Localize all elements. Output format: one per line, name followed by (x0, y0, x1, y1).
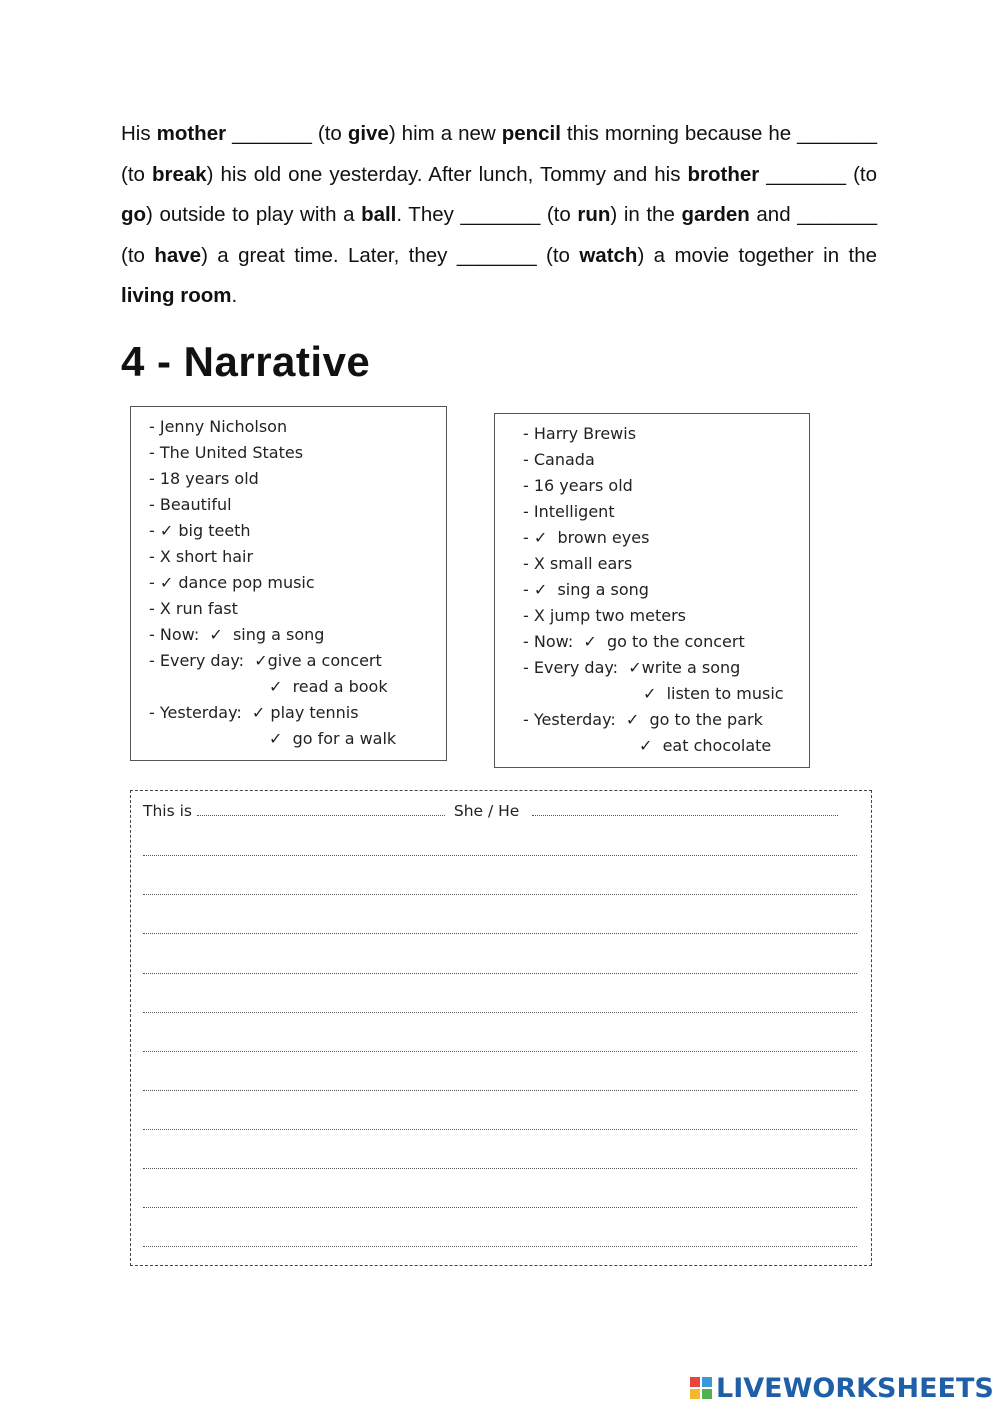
writing-area[interactable] (130, 790, 872, 1266)
card-line: - Harry Brewis (523, 424, 637, 443)
writing-line[interactable] (143, 855, 857, 856)
writing-line[interactable] (143, 1246, 857, 1247)
text: . They _______ (to (396, 203, 578, 227)
card-line: - Intelligent (523, 502, 615, 521)
writing-line[interactable] (143, 1012, 857, 1013)
bold-word: run (577, 203, 611, 227)
card-line: ✓ go for a walk (269, 729, 397, 748)
bold-word: go (121, 203, 147, 227)
she-he-label: She / He (453, 802, 520, 820)
card-line: - Every day: ✓write a song (523, 658, 741, 677)
logo-square (690, 1389, 700, 1399)
card-line: - X run fast (149, 599, 238, 618)
profile-card-jenny (130, 406, 447, 761)
text: ) outside to play with a (146, 203, 362, 227)
text: ) a great time. Later, they _______ (to (201, 243, 580, 267)
bold-word: give (347, 122, 389, 145)
card-line: ✓ eat chocolate (639, 736, 772, 755)
writing-first-line (143, 801, 838, 821)
card-line: ✓ listen to music (643, 684, 784, 703)
bold-word: pencil (501, 122, 561, 145)
bold-word: brother (687, 162, 760, 186)
card-line: - ✓ brown eyes (523, 528, 650, 547)
logo-icon (690, 1377, 712, 1399)
card-line: - Yesterday: ✓ go to the park (523, 710, 763, 729)
bold-word: garden (681, 203, 750, 227)
text: ) his old one yesterday. After lunch, Tommy and his (206, 162, 688, 186)
text: and _______ (to (121, 203, 877, 267)
fill-in-paragraph (121, 114, 877, 317)
card-line: - Now: ✓ sing a song (149, 625, 325, 644)
this-is-label: This is (143, 802, 192, 820)
card-line: - Yesterday: ✓ play tennis (149, 703, 359, 722)
logo-square (702, 1377, 712, 1387)
writing-line[interactable] (143, 1207, 857, 1208)
card-line: ✓ read a book (269, 677, 388, 696)
bold-word: ball (361, 203, 397, 227)
card-line: - Every day: ✓give a concert (149, 651, 382, 670)
card-line: - 16 years old (523, 476, 633, 495)
writing-line[interactable] (143, 894, 857, 895)
card-line: - X jump two meters (523, 606, 687, 625)
text: His (121, 122, 157, 145)
writing-line[interactable] (143, 933, 857, 934)
bold-word: have (154, 243, 202, 267)
section-heading: 4 - Narrative (121, 338, 371, 385)
writing-line[interactable] (143, 973, 857, 974)
text: _______ (to (759, 162, 878, 186)
bold-word: living room (121, 284, 232, 308)
text: . (231, 284, 238, 308)
blank-description[interactable] (532, 801, 838, 816)
text: _______ (to (226, 122, 348, 145)
text: ) him a new (388, 122, 502, 145)
logo-square (702, 1389, 712, 1399)
liveworksheets-logo (690, 1372, 994, 1404)
card-line: - X short hair (149, 547, 254, 566)
card-line: - Jenny Nicholson (149, 417, 288, 436)
text: ) a movie together in the (637, 243, 877, 267)
profile-card-harry (494, 413, 810, 768)
bold-word: watch (579, 243, 638, 267)
text: ) in the (610, 203, 682, 227)
card-line: - 18 years old (149, 469, 259, 488)
card-line: - Now: ✓ go to the concert (523, 632, 745, 651)
writing-line[interactable] (143, 1051, 857, 1052)
blank-name[interactable] (197, 801, 445, 816)
card-line: - ✓ big teeth (149, 521, 251, 540)
writing-line[interactable] (143, 1090, 857, 1091)
card-line: - Canada (523, 450, 595, 469)
card-line: - The United States (149, 443, 304, 462)
logo-square (690, 1377, 700, 1387)
text: this morning because he _______ (to (121, 122, 877, 186)
card-line: - ✓ sing a song (523, 580, 649, 599)
card-line: - X small ears (523, 554, 633, 573)
logo-text: LIVEWORKSHEETS (716, 1372, 994, 1404)
bold-word: break (151, 162, 207, 186)
card-line: - Beautiful (149, 495, 232, 514)
writing-line[interactable] (143, 1168, 857, 1169)
card-line: - ✓ dance pop music (149, 573, 315, 592)
bold-word: mother (156, 122, 227, 145)
writing-line[interactable] (143, 1129, 857, 1130)
